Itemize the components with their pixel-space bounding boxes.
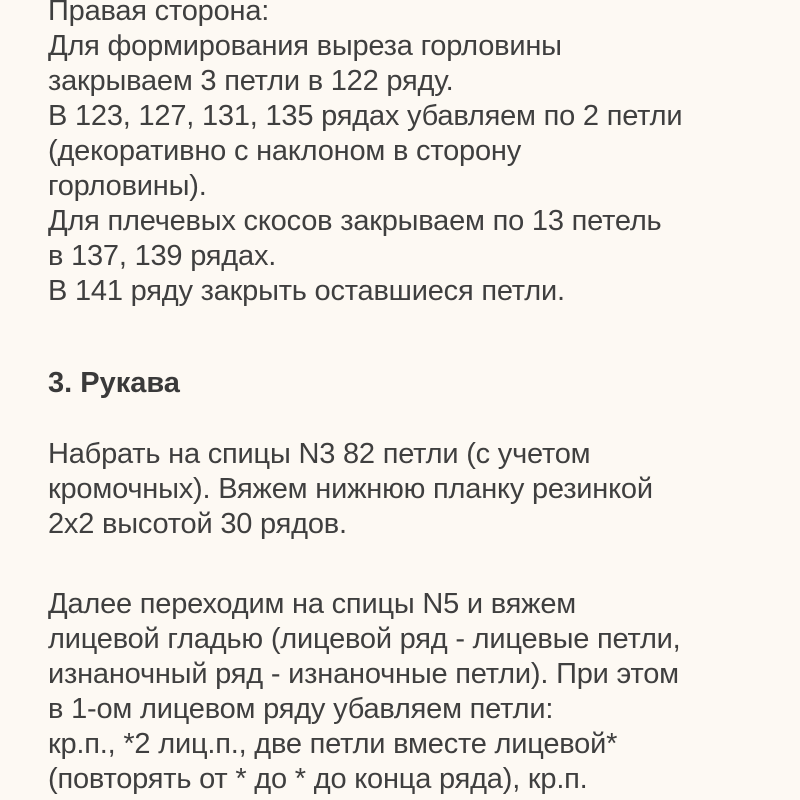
stockinette-paragraph	[48, 587, 788, 797]
text-line: кромочных). Вяжем нижнюю планку резинкой	[48, 473, 653, 505]
text-line: в 137, 139 рядах.	[48, 240, 277, 272]
text-line: (декоративно с наклоном в сторону	[48, 135, 522, 167]
text-line: кр.п., *2 лиц.п., две петли вместе лицевой*	[48, 728, 618, 760]
text-line: горловины).	[48, 170, 207, 202]
text-line: В 123, 127, 131, 135 рядах убавляем по 2 петли	[48, 100, 683, 132]
text-line: Для плечевых скосов закрываем по 13 петель	[48, 205, 662, 237]
right-side-instructions	[48, 0, 788, 309]
text-line: закрываем 3 петли в 122 ряду.	[48, 65, 454, 97]
text-line: изнаночный ряд - изнаночные петли). При этом	[48, 658, 679, 690]
text-line: (повторять от * до * до конца ряда), кр.п.	[48, 763, 588, 795]
text-line: 2x2 высотой 30 рядов.	[48, 508, 347, 540]
text-line: Для формирования выреза горловины	[48, 30, 562, 62]
text-line: В 141 ряду закрыть оставшиеся петли.	[48, 275, 565, 307]
text-line: Правая сторона:	[48, 0, 270, 27]
section-heading: 3. Рукава	[48, 367, 180, 399]
cast-on-paragraph	[48, 437, 788, 542]
text-line: Набрать на спицы N3 82 петли (с учетом	[48, 438, 591, 470]
text-line: Далее переходим на спицы N5 и вяжем	[48, 588, 576, 620]
text-line: лицевой гладью (лицевой ряд - лицевые петли,	[48, 623, 681, 655]
text-line: в 1-ом лицевом ряду убавляем петли:	[48, 693, 554, 725]
